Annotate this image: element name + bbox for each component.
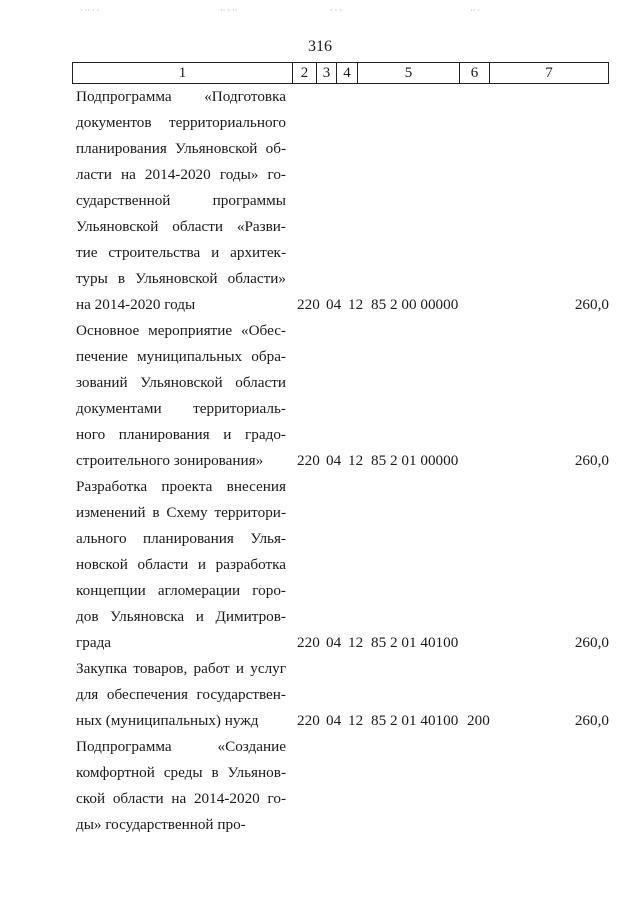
column-header-2: 2 [293, 63, 317, 83]
description-line: на 2014-2020 годы [76, 296, 196, 313]
description-line: планирования Ульяновской об- [76, 140, 286, 157]
row-codes [76, 448, 609, 474]
column-header-7: 7 [545, 64, 553, 81]
description-line: ного планирования и градо- [76, 426, 286, 443]
description-line: ласти на 2014-2020 годы» го- [76, 166, 286, 183]
description-line: Подпрограмма «Подготовка [76, 88, 286, 105]
description-line: новской области и разработка [76, 556, 286, 573]
description-line: для обеспечения государствен- [76, 686, 286, 703]
admin-code-cell: 220 [297, 712, 320, 729]
budget-table-body [76, 84, 616, 838]
description-line: документов территориального [76, 114, 286, 131]
expense-type-cell: 200 [467, 712, 490, 729]
row-codes [76, 812, 609, 838]
section-cell: 04 [326, 712, 342, 729]
description-line: концепции агломерации горо- [76, 582, 286, 599]
admin-code-cell: 220 [297, 452, 320, 469]
row-codes [76, 292, 609, 318]
description-line: дов Ульяновска и Димитров- [76, 608, 286, 625]
description-line: изменений в Схему территори- [76, 504, 286, 521]
column-header-3: 3 [317, 63, 337, 83]
scan-speck: ·· · [470, 6, 480, 15]
subsection-cell: 12 [348, 296, 364, 313]
admin-code-cell: 220 [297, 296, 320, 313]
description-line: строительного зонирования» [76, 452, 264, 469]
target-article-cell: 85 2 01 00000 [371, 452, 459, 469]
table-row [76, 474, 616, 656]
section-cell: 04 [326, 296, 342, 313]
target-article-cell: 85 2 01 40100 [371, 634, 459, 651]
row-description [76, 84, 286, 318]
description-line: ды» государственной про- [76, 816, 246, 833]
amount-cell: 260,0 [574, 296, 609, 313]
row-codes [76, 708, 609, 734]
subsection-cell: 12 [348, 712, 364, 729]
amount-cell: 260,0 [574, 634, 609, 651]
scan-speck: · ·· · · [80, 6, 100, 15]
description-line: ской области на 2014-2020 го- [76, 790, 286, 807]
description-line: Разработка проекта внесения [76, 478, 286, 495]
description-line: Ульяновской области «Разви- [76, 218, 286, 235]
description-line: Основное мероприятие «Обес- [76, 322, 286, 339]
description-line: сударственной программы [76, 192, 286, 209]
scan-speck: · · · [330, 6, 342, 15]
description-line: града [76, 634, 112, 651]
subsection-cell: 12 [348, 634, 364, 651]
amount-cell: 260,0 [574, 452, 609, 469]
description-line: комфортной среды в Ульянов- [76, 764, 286, 781]
target-article-cell: 85 2 00 00000 [371, 296, 459, 313]
description-line: документами территориаль- [76, 400, 286, 417]
table-row [76, 734, 616, 838]
scan-speck: ·· · ·· [220, 6, 238, 15]
description-line: ных (муниципальных) нужд [76, 712, 259, 729]
table-row [76, 84, 616, 318]
description-line: тие строительства и архитек- [76, 244, 286, 261]
description-line: зований Ульяновской области [76, 374, 286, 391]
column-header-5: 5 [358, 63, 460, 83]
description-line: Подпрограмма «Создание [76, 738, 286, 755]
description-line: печение муниципальных обра- [76, 348, 286, 365]
description-line: ального планирования Улья- [76, 530, 286, 547]
column-header-6: 6 [460, 63, 490, 83]
table-row [76, 318, 616, 474]
section-cell: 04 [326, 452, 342, 469]
description-line: туры в Ульяновской области» [76, 270, 286, 287]
subsection-cell: 12 [348, 452, 364, 469]
description-line: Закупка товаров, работ и услуг [76, 660, 286, 677]
row-description [76, 474, 286, 656]
row-codes [76, 630, 609, 656]
column-header-4: 4 [337, 63, 358, 83]
amount-cell: 260,0 [574, 712, 609, 729]
table-row [76, 656, 616, 734]
section-cell: 04 [326, 634, 342, 651]
target-article-cell: 85 2 01 40100 [371, 712, 459, 729]
table-header-row [72, 62, 609, 84]
admin-code-cell: 220 [297, 634, 320, 651]
page-number: 316 [308, 38, 332, 55]
column-header-1: 1 [73, 63, 293, 83]
